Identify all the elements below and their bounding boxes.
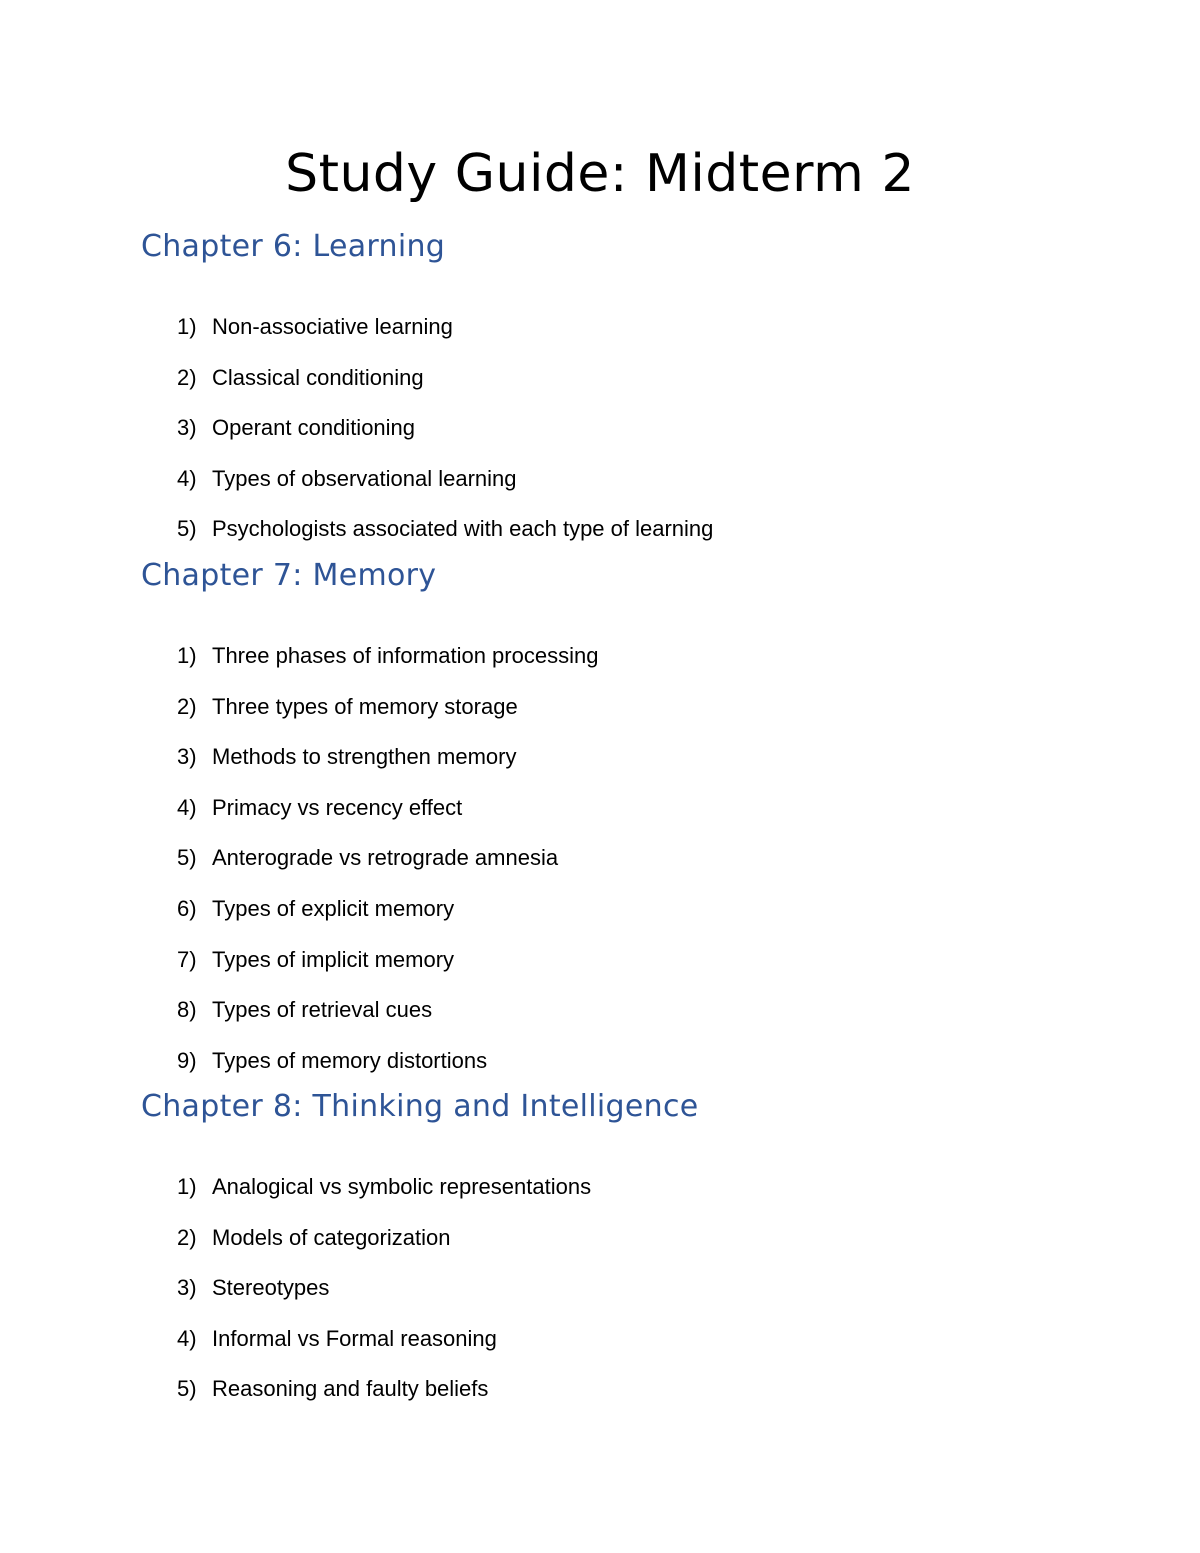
item-text: Classical conditioning xyxy=(212,364,424,390)
item-number: 3) xyxy=(177,415,197,441)
list-item xyxy=(141,1324,1101,1375)
list-item xyxy=(141,742,1101,793)
item-text: Operant conditioning xyxy=(212,415,416,441)
page-title: Study Guide: Midterm 2 xyxy=(285,144,915,204)
chapter-section-8 xyxy=(141,1087,1101,1425)
list-item xyxy=(141,641,1101,692)
item-text: Methods to strengthen memory xyxy=(212,744,517,770)
list-item xyxy=(141,413,1101,464)
item-number: 1) xyxy=(177,314,197,339)
item-number: 5) xyxy=(177,845,197,871)
chapter-topic-list xyxy=(141,1172,1101,1425)
item-number: 4) xyxy=(177,465,197,491)
item-number: 5) xyxy=(177,1376,197,1402)
item-number: 8) xyxy=(177,997,197,1023)
list-item xyxy=(141,312,1101,363)
item-number: 5) xyxy=(177,516,197,542)
list-item xyxy=(141,793,1101,844)
item-number: 1) xyxy=(177,1174,197,1199)
item-number: 4) xyxy=(177,1325,197,1351)
item-text: Analogical vs symbolic representations xyxy=(212,1174,592,1199)
chapter-topic-list xyxy=(141,641,1101,1096)
list-item xyxy=(141,1172,1101,1223)
item-text: Models of categorization xyxy=(212,1224,451,1250)
chapter-heading: Chapter 6: Learning xyxy=(141,229,446,264)
item-number: 3) xyxy=(177,744,197,770)
item-number: 6) xyxy=(177,895,197,921)
item-number: 9) xyxy=(177,1047,197,1073)
list-item xyxy=(141,692,1101,743)
item-text: Three phases of information processing xyxy=(212,643,599,668)
item-number: 2) xyxy=(177,1224,197,1250)
item-number: 2) xyxy=(177,364,197,390)
item-text: Types of retrieval cues xyxy=(212,997,433,1023)
list-item xyxy=(141,1273,1101,1324)
item-number: 1) xyxy=(177,643,197,668)
chapter-heading: Chapter 7: Memory xyxy=(141,558,437,593)
item-number: 7) xyxy=(177,946,197,972)
item-text: Anterograde vs retrograde amnesia xyxy=(212,845,559,871)
list-item xyxy=(141,894,1101,945)
item-number: 2) xyxy=(177,693,197,719)
item-text: Non-associative learning xyxy=(212,314,453,339)
item-number: 4) xyxy=(177,794,197,820)
list-item xyxy=(141,1374,1101,1425)
item-text: Primacy vs recency effect xyxy=(212,794,463,820)
chapter-topic-list xyxy=(141,312,1101,565)
item-text: Types of memory distortions xyxy=(212,1047,488,1073)
chapter-section-6 xyxy=(141,227,1101,565)
list-item xyxy=(141,1223,1101,1274)
item-text: Stereotypes xyxy=(212,1275,330,1301)
item-text: Types of implicit memory xyxy=(212,946,455,972)
item-text: Types of explicit memory xyxy=(212,895,455,921)
list-item xyxy=(141,995,1101,1046)
list-item xyxy=(141,363,1101,414)
item-text: Types of observational learning xyxy=(212,465,517,491)
list-item xyxy=(141,464,1101,515)
list-item xyxy=(141,843,1101,894)
item-text: Psychologists associated with each type of learning xyxy=(212,516,714,542)
item-number: 3) xyxy=(177,1275,197,1301)
chapter-section-7 xyxy=(141,556,1101,1096)
list-item xyxy=(141,945,1101,996)
item-text: Reasoning and faulty beliefs xyxy=(212,1376,489,1402)
item-text: Three types of memory storage xyxy=(212,693,518,719)
chapter-heading: Chapter 8: Thinking and Intelligence xyxy=(141,1089,699,1124)
item-text: Informal vs Formal reasoning xyxy=(212,1325,497,1351)
